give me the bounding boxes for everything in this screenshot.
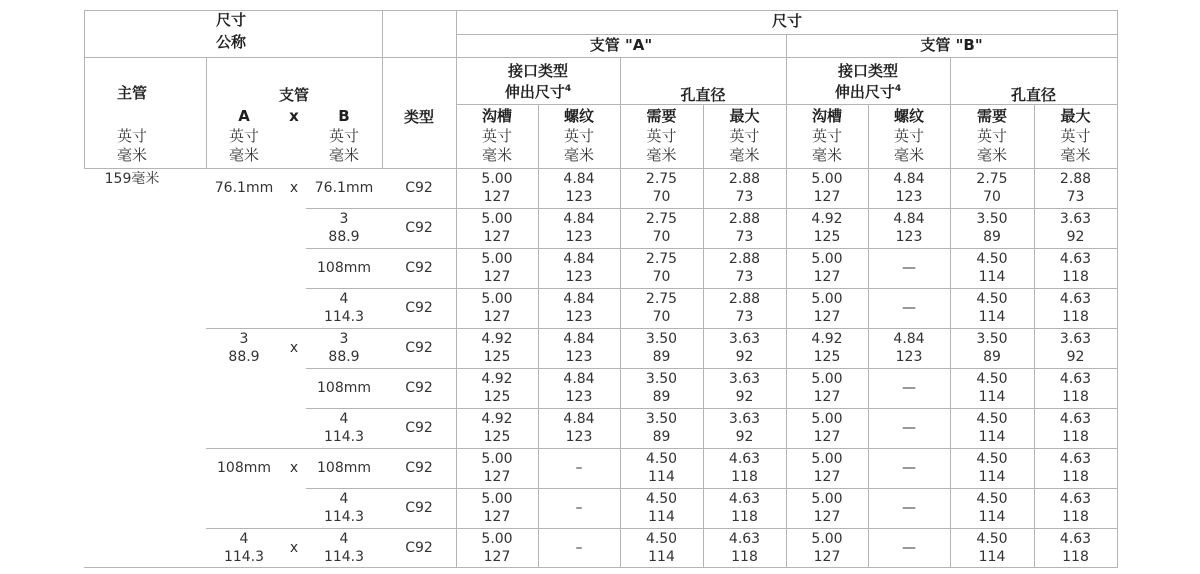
thread-a-value: 4.84 bbox=[563, 171, 595, 187]
max-a-value: 73 bbox=[735, 309, 754, 325]
thread-a-value: 4.84 bbox=[563, 291, 595, 307]
branch-b-size: 114.3 bbox=[323, 309, 365, 325]
dimensions-heading: 尺寸 bbox=[771, 12, 802, 30]
required-a-value: 114 bbox=[648, 509, 675, 525]
unit-inch-label: 英寸 bbox=[811, 127, 842, 145]
groove-b-value: 125 bbox=[813, 229, 841, 245]
branch-b-size: 76.1mm bbox=[314, 180, 374, 196]
groove-b-value: 4.92 bbox=[811, 211, 843, 227]
groove-a-value: 125 bbox=[483, 389, 511, 405]
max-a-value: 92 bbox=[735, 389, 754, 405]
fitting-type: C92 bbox=[405, 420, 433, 436]
max-b-value: 2.88 bbox=[1059, 171, 1092, 187]
thread-a-value: – bbox=[575, 500, 583, 516]
thread-b-heading: 螺纹 bbox=[893, 107, 924, 125]
branch-b-size: 114.3 bbox=[323, 549, 365, 565]
max-a-value: 73 bbox=[735, 269, 754, 285]
required-a-value: 70 bbox=[652, 189, 671, 205]
branch-b-heading: 支管 "B" bbox=[920, 36, 983, 54]
hole-diameter-a-heading: 孔直径 bbox=[680, 86, 726, 104]
required-a-value: 2.75 bbox=[645, 291, 678, 307]
thread-b-value: — bbox=[902, 300, 916, 316]
branch-b-size: 108mm bbox=[317, 260, 371, 276]
max-b-value: 4.63 bbox=[1059, 491, 1092, 507]
fitting-type: C92 bbox=[405, 300, 433, 316]
max-b-heading: 最大 bbox=[1060, 107, 1091, 125]
groove-a-value: 125 bbox=[483, 349, 511, 365]
required-a-value: 70 bbox=[652, 229, 671, 245]
groove-a-value: 5.00 bbox=[481, 531, 513, 547]
required-a-value: 70 bbox=[652, 309, 671, 325]
thread-a-value: 123 bbox=[565, 269, 593, 285]
unit-mm-label: 毫米 bbox=[976, 146, 1007, 164]
groove-b-value: 127 bbox=[813, 509, 841, 525]
groove-a-value: 5.00 bbox=[481, 171, 513, 187]
footnote-mark: 4 bbox=[564, 84, 572, 94]
branch-b-size: 88.9 bbox=[328, 229, 360, 245]
times-sign: x bbox=[289, 540, 299, 556]
groove-a-value: 127 bbox=[483, 549, 511, 565]
max-a-value: 2.88 bbox=[728, 171, 761, 187]
max-b-value: 4.63 bbox=[1059, 531, 1092, 547]
max-b-value: 118 bbox=[1062, 469, 1089, 485]
stretch-size-b-heading bbox=[786, 83, 950, 102]
required-a-value: 89 bbox=[652, 389, 671, 405]
thread-a-value: 123 bbox=[565, 429, 593, 445]
required-a-value: 4.50 bbox=[645, 491, 678, 507]
groove-b-value: 5.00 bbox=[811, 291, 843, 307]
max-b-value: 3.63 bbox=[1059, 331, 1092, 347]
branch-b-size: 4 bbox=[339, 531, 349, 547]
fitting-type: C92 bbox=[405, 540, 433, 556]
required-b-value: 4.50 bbox=[976, 251, 1008, 267]
groove-b-value: 127 bbox=[813, 469, 841, 485]
required-a-value: 114 bbox=[648, 549, 675, 565]
times-sign: x bbox=[289, 180, 299, 196]
max-a-value: 3.63 bbox=[728, 371, 761, 387]
thread-a-heading: 螺纹 bbox=[563, 107, 594, 125]
branch-b-size: 108mm bbox=[317, 380, 371, 396]
unit-mm-label: 毫米 bbox=[1060, 146, 1091, 164]
required-b-value: 114 bbox=[978, 309, 1006, 325]
groove-a-value: 4.92 bbox=[481, 331, 513, 347]
row-divider bbox=[206, 528, 1118, 529]
branch-b-size: 4 bbox=[339, 491, 349, 507]
max-b-value: 4.63 bbox=[1059, 371, 1092, 387]
thread-a-value: 123 bbox=[565, 309, 593, 325]
branch-b-size: 108mm bbox=[317, 460, 371, 476]
groove-a-value: 127 bbox=[483, 269, 511, 285]
required-b-value: 3.50 bbox=[976, 331, 1008, 347]
max-a-value: 2.88 bbox=[728, 291, 761, 307]
branch-a-size: 108mm bbox=[217, 460, 271, 476]
thread-b-value: — bbox=[902, 540, 916, 556]
thread-a-value: 123 bbox=[565, 349, 593, 365]
required-a-value: 4.50 bbox=[645, 531, 678, 547]
groove-b-heading: 沟槽 bbox=[811, 107, 842, 125]
branch-a-size: 114.3 bbox=[223, 549, 265, 565]
groove-a-value: 5.00 bbox=[481, 291, 513, 307]
max-b-value: 4.63 bbox=[1059, 251, 1092, 267]
row-divider bbox=[306, 248, 1118, 249]
branch-b-size: 114.3 bbox=[323, 429, 365, 445]
groove-b-value: 5.00 bbox=[811, 451, 843, 467]
groove-b-value: 5.00 bbox=[811, 371, 843, 387]
fitting-type: C92 bbox=[405, 380, 433, 396]
thread-b-value: 123 bbox=[895, 189, 923, 205]
fitting-type: C92 bbox=[405, 180, 433, 196]
col-b-heading: B bbox=[338, 107, 350, 125]
thread-a-value: 123 bbox=[565, 389, 593, 405]
max-b-value: 118 bbox=[1062, 509, 1089, 525]
unit-mm-label: 毫米 bbox=[646, 146, 677, 164]
required-b-value: 4.50 bbox=[976, 491, 1008, 507]
thread-b-value: — bbox=[902, 380, 916, 396]
unit-inch-label: 英寸 bbox=[1060, 127, 1091, 145]
groove-b-value: 5.00 bbox=[811, 251, 843, 267]
row-divider bbox=[306, 408, 1118, 409]
required-b-value: 2.75 bbox=[976, 171, 1008, 187]
branch-b-size: 4 bbox=[339, 291, 349, 307]
required-a-value: 3.50 bbox=[645, 371, 678, 387]
groove-a-value: 125 bbox=[483, 429, 511, 445]
max-b-value: 4.63 bbox=[1059, 291, 1092, 307]
thread-b-value: 4.84 bbox=[893, 211, 925, 227]
groove-a-value: 5.00 bbox=[481, 211, 513, 227]
required-b-value: 4.50 bbox=[976, 451, 1008, 467]
required-b-value: 4.50 bbox=[976, 531, 1008, 547]
groove-b-value: 5.00 bbox=[811, 411, 843, 427]
groove-a-value: 127 bbox=[483, 509, 511, 525]
fitting-type: C92 bbox=[405, 260, 433, 276]
required-b-value: 114 bbox=[978, 269, 1006, 285]
groove-b-value: 127 bbox=[813, 309, 841, 325]
stretch-size-label: 伸出尺寸 bbox=[834, 83, 895, 101]
fitting-type: C92 bbox=[405, 220, 433, 236]
row-divider bbox=[206, 448, 1118, 449]
thread-a-value: 4.84 bbox=[563, 331, 595, 347]
col-x-heading: x bbox=[289, 107, 299, 125]
row-divider bbox=[306, 208, 1118, 209]
row-divider bbox=[206, 328, 1118, 329]
unit-inch-label: 英寸 bbox=[228, 127, 259, 145]
max-b-value: 118 bbox=[1062, 389, 1089, 405]
max-a-value: 3.63 bbox=[728, 411, 761, 427]
required-a-value: 2.75 bbox=[645, 171, 678, 187]
required-b-value: 3.50 bbox=[976, 211, 1008, 227]
fitting-type: C92 bbox=[405, 460, 433, 476]
max-b-value: 118 bbox=[1062, 429, 1089, 445]
unit-inch-label: 英寸 bbox=[976, 127, 1007, 145]
unit-mm-label: 毫米 bbox=[116, 146, 147, 164]
thread-b-value: — bbox=[902, 460, 916, 476]
max-a-value: 118 bbox=[731, 549, 758, 565]
max-b-value: 92 bbox=[1066, 229, 1085, 245]
groove-b-value: 127 bbox=[813, 549, 841, 565]
groove-a-value: 127 bbox=[483, 189, 511, 205]
groove-a-value: 4.92 bbox=[481, 371, 513, 387]
main-pipe-size: 159毫米 bbox=[104, 171, 160, 187]
groove-a-value: 5.00 bbox=[481, 251, 513, 267]
thread-b-value: 123 bbox=[895, 229, 923, 245]
groove-b-value: 127 bbox=[813, 189, 841, 205]
thread-a-value: – bbox=[575, 540, 583, 556]
thread-a-value: 4.84 bbox=[563, 411, 595, 427]
fitting-type: C92 bbox=[405, 500, 433, 516]
groove-b-value: 127 bbox=[813, 429, 841, 445]
branch-b-size: 3 bbox=[339, 211, 349, 227]
outlet-type-a-heading: 接口类型 bbox=[507, 62, 568, 80]
groove-a-value: 127 bbox=[483, 229, 511, 245]
required-b-value: 89 bbox=[983, 229, 1001, 245]
thread-a-value: 4.84 bbox=[563, 371, 595, 387]
groove-b-value: 5.00 bbox=[811, 491, 843, 507]
max-a-value: 2.88 bbox=[728, 251, 761, 267]
branch-a-size: 88.9 bbox=[228, 349, 260, 365]
max-a-heading: 最大 bbox=[729, 107, 760, 125]
max-b-value: 118 bbox=[1062, 309, 1089, 325]
branch-pipe-heading: 支管 bbox=[278, 86, 309, 104]
table-border-bottom bbox=[84, 567, 1118, 568]
outlet-type-b-heading: 接口类型 bbox=[837, 62, 898, 80]
required-a-value: 89 bbox=[652, 349, 671, 365]
times-sign: x bbox=[289, 340, 299, 356]
required-b-value: 114 bbox=[978, 549, 1006, 565]
groove-b-value: 127 bbox=[813, 389, 841, 405]
times-sign: x bbox=[289, 460, 299, 476]
unit-inch-label: 英寸 bbox=[646, 127, 677, 145]
thread-b-value: — bbox=[902, 500, 916, 516]
groove-b-value: 5.00 bbox=[811, 171, 843, 187]
max-a-value: 73 bbox=[735, 229, 754, 245]
max-a-value: 118 bbox=[731, 469, 758, 485]
max-a-value: 92 bbox=[735, 349, 754, 365]
required-a-value: 89 bbox=[652, 429, 671, 445]
unit-mm-label: 毫米 bbox=[893, 146, 924, 164]
branch-b-size: 88.9 bbox=[328, 349, 360, 365]
thread-b-value: 4.84 bbox=[893, 171, 925, 187]
required-b-value: 4.50 bbox=[976, 291, 1008, 307]
unit-inch-label: 英寸 bbox=[328, 127, 359, 145]
unit-mm-label: 毫米 bbox=[563, 146, 594, 164]
max-b-value: 118 bbox=[1062, 269, 1089, 285]
max-a-value: 118 bbox=[731, 509, 758, 525]
header-rule bbox=[382, 10, 383, 168]
fitting-type: C92 bbox=[405, 340, 433, 356]
thread-a-value: 123 bbox=[565, 189, 593, 205]
hole-diameter-b-heading: 孔直径 bbox=[1010, 86, 1056, 104]
groove-b-value: 127 bbox=[813, 269, 841, 285]
max-a-value: 4.63 bbox=[728, 531, 761, 547]
branch-b-size: 4 bbox=[339, 411, 349, 427]
thread-a-value: 4.84 bbox=[563, 251, 595, 267]
max-a-value: 4.63 bbox=[728, 491, 761, 507]
stretch-size-a-heading bbox=[456, 83, 620, 102]
thread-a-value: – bbox=[575, 460, 583, 476]
branch-a-size: 3 bbox=[239, 331, 249, 347]
max-b-value: 73 bbox=[1066, 189, 1085, 205]
groove-a-value: 4.92 bbox=[481, 411, 513, 427]
max-a-value: 4.63 bbox=[728, 451, 761, 467]
max-a-value: 2.88 bbox=[728, 211, 761, 227]
branch-a-heading: 支管 "A" bbox=[589, 36, 653, 54]
required-b-value: 89 bbox=[983, 349, 1001, 365]
groove-a-value: 127 bbox=[483, 309, 511, 325]
footnote-mark: 4 bbox=[894, 84, 902, 94]
required-a-value: 2.75 bbox=[645, 251, 678, 267]
required-b-value: 114 bbox=[978, 389, 1006, 405]
groove-a-value: 5.00 bbox=[481, 451, 513, 467]
thread-b-value: 4.84 bbox=[893, 331, 925, 347]
required-a-value: 114 bbox=[648, 469, 675, 485]
thread-b-value: — bbox=[902, 420, 916, 436]
required-b-value: 4.50 bbox=[976, 371, 1008, 387]
groove-b-value: 5.00 bbox=[811, 531, 843, 547]
unit-mm-label: 毫米 bbox=[811, 146, 842, 164]
unit-inch-label: 英寸 bbox=[729, 127, 760, 145]
branch-a-size: 4 bbox=[239, 531, 249, 547]
unit-inch-label: 英寸 bbox=[116, 127, 147, 145]
max-b-value: 92 bbox=[1066, 349, 1085, 365]
unit-mm-label: 毫米 bbox=[228, 146, 259, 164]
groove-b-value: 125 bbox=[813, 349, 841, 365]
header-rule bbox=[84, 57, 1118, 58]
branch-b-size: 3 bbox=[339, 331, 349, 347]
row-divider bbox=[306, 288, 1118, 289]
thread-b-value: 123 bbox=[895, 349, 923, 365]
branch-b-size: 114.3 bbox=[323, 509, 365, 525]
groove-b-value: 4.92 bbox=[811, 331, 843, 347]
required-b-value: 70 bbox=[983, 189, 1001, 205]
max-a-value: 73 bbox=[735, 189, 754, 205]
max-b-value: 118 bbox=[1062, 549, 1089, 565]
header-rule bbox=[456, 34, 1118, 35]
groove-a-heading: 沟槽 bbox=[481, 107, 512, 125]
required-a-value: 4.50 bbox=[645, 451, 678, 467]
required-b-value: 114 bbox=[978, 469, 1006, 485]
max-b-value: 4.63 bbox=[1059, 451, 1092, 467]
unit-mm-label: 毫米 bbox=[328, 146, 359, 164]
max-b-value: 4.63 bbox=[1059, 411, 1092, 427]
unit-mm-label: 毫米 bbox=[481, 146, 512, 164]
nominal-heading: 公称 bbox=[215, 33, 246, 51]
required-b-value: 114 bbox=[978, 429, 1006, 445]
required-b-value: 114 bbox=[978, 509, 1006, 525]
size-heading: 尺寸 bbox=[215, 11, 246, 29]
unit-inch-label: 英寸 bbox=[563, 127, 594, 145]
required-a-value: 3.50 bbox=[645, 411, 678, 427]
required-a-heading: 需要 bbox=[646, 107, 677, 125]
unit-inch-label: 英寸 bbox=[481, 127, 512, 145]
thread-b-value: — bbox=[902, 260, 916, 276]
groove-a-value: 5.00 bbox=[481, 491, 513, 507]
groove-a-value: 127 bbox=[483, 469, 511, 485]
row-divider bbox=[306, 368, 1118, 369]
thread-a-value: 4.84 bbox=[563, 211, 595, 227]
col-a-heading: A bbox=[238, 107, 250, 125]
type-heading: 类型 bbox=[403, 108, 434, 126]
required-b-value: 4.50 bbox=[976, 411, 1008, 427]
required-a-value: 3.50 bbox=[645, 331, 678, 347]
branch-a-size: 76.1mm bbox=[214, 180, 274, 196]
header-rule bbox=[84, 168, 1118, 169]
thread-a-value: 123 bbox=[565, 229, 593, 245]
unit-inch-label: 英寸 bbox=[893, 127, 924, 145]
max-a-value: 92 bbox=[735, 429, 754, 445]
max-b-value: 3.63 bbox=[1059, 211, 1092, 227]
required-a-value: 70 bbox=[652, 269, 671, 285]
required-b-heading: 需要 bbox=[976, 107, 1007, 125]
max-a-value: 3.63 bbox=[728, 331, 761, 347]
row-divider bbox=[306, 488, 1118, 489]
required-a-value: 2.75 bbox=[645, 211, 678, 227]
unit-mm-label: 毫米 bbox=[729, 146, 760, 164]
main-pipe-heading: 主管 bbox=[116, 84, 147, 102]
stretch-size-label: 伸出尺寸 bbox=[504, 83, 565, 101]
